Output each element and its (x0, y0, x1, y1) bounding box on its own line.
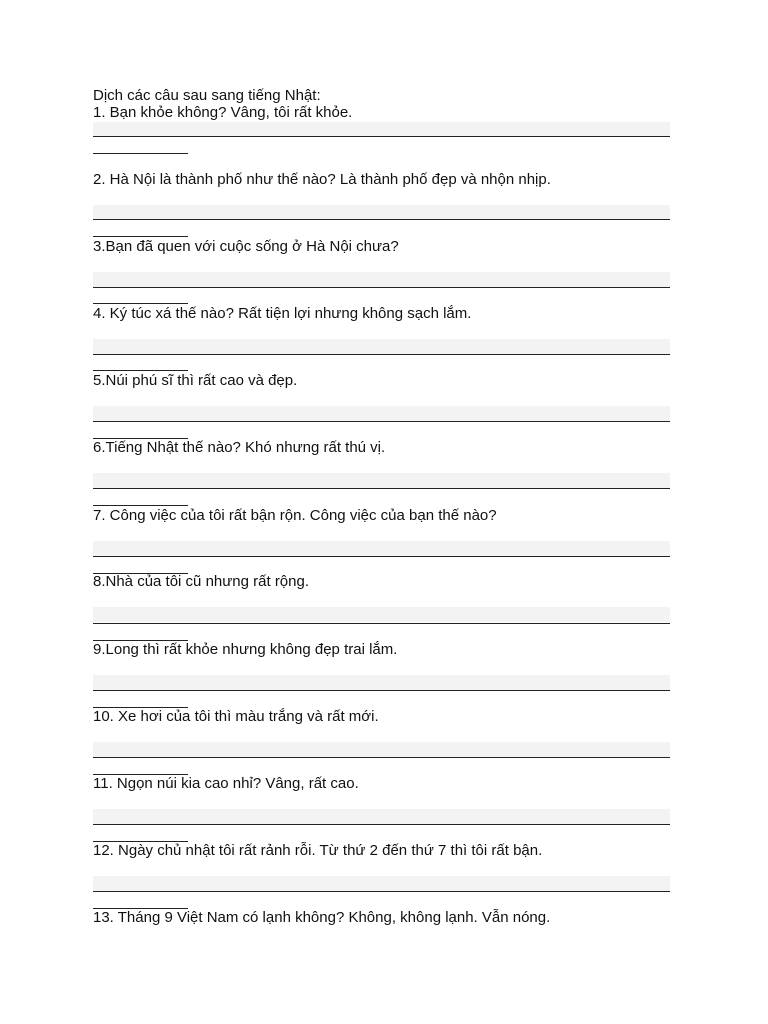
answer-line-4 (93, 354, 670, 355)
question-5: 5.Núi phú sĩ thì rất cao và đẹp. (93, 372, 298, 389)
answer-line-2 (93, 219, 670, 220)
question-13: 13. Tháng 9 Việt Nam có lạnh không? Không, không lạnh. Vẫn nóng. (93, 909, 551, 926)
question-11: 11. Ngọn núi kia cao nhỉ? Vâng, rất cao. (93, 775, 359, 792)
answer-line-10 (93, 757, 670, 758)
answer-band-8 (93, 607, 670, 622)
question-6: 6.Tiếng Nhật thế nào? Khó nhưng rất thú vị. (93, 439, 386, 456)
question-9: 9.Long thì rất khỏe nhưng không đẹp trai lắm. (93, 641, 398, 658)
answer-band-7 (93, 541, 670, 556)
worksheet-title: Dịch các câu sau sang tiếng Nhật: (93, 87, 321, 104)
question-4: 4. Ký túc xá thế nào? Rất tiện lợi nhưng không sạch lắm. (93, 305, 472, 322)
answer-line-4-continued (93, 370, 188, 371)
answer-line-6 (93, 488, 670, 489)
answer-line-3-continued (93, 303, 188, 304)
answer-line-5 (93, 421, 670, 422)
answer-band-3 (93, 272, 670, 287)
answer-band-12 (93, 876, 670, 891)
answer-band-9 (93, 675, 670, 690)
answer-line-3 (93, 287, 670, 288)
answer-line-1 (93, 136, 670, 137)
question-1: 1. Bạn khỏe không? Vâng, tôi rất khỏe. (93, 104, 353, 121)
answer-band-11 (93, 809, 670, 824)
answer-band-4 (93, 339, 670, 354)
question-8: 8.Nhà của tôi cũ nhưng rất rộng. (93, 573, 310, 590)
question-3: 3.Bạn đã quen với cuộc sống ở Hà Nội chưa? (93, 238, 399, 255)
answer-band-5 (93, 406, 670, 421)
answer-line-11 (93, 824, 670, 825)
question-2: 2. Hà Nội là thành phố như thế nào? Là thành phố đẹp và nhộn nhịp. (93, 171, 551, 188)
answer-line-9 (93, 690, 670, 691)
question-12: 12. Ngày chủ nhật tôi rất rảnh rỗi. Từ thứ 2 đến thứ 7 thì tôi rất bận. (93, 842, 543, 859)
answer-band-6 (93, 473, 670, 488)
answer-band-2 (93, 205, 670, 220)
answer-line-1-continued (93, 153, 188, 154)
answer-line-12 (93, 891, 670, 892)
answer-band-10 (93, 742, 670, 757)
answer-band-1 (93, 122, 670, 137)
question-7: 7. Công việc của tôi rất bận rộn. Công việc của bạn thế nào? (93, 507, 497, 524)
answer-line-6-continued (93, 505, 188, 506)
answer-line-7 (93, 556, 670, 557)
answer-line-2-continued (93, 236, 188, 237)
question-10: 10. Xe hơi của tôi thì màu trắng và rất mới. (93, 708, 379, 725)
answer-line-8 (93, 623, 670, 624)
